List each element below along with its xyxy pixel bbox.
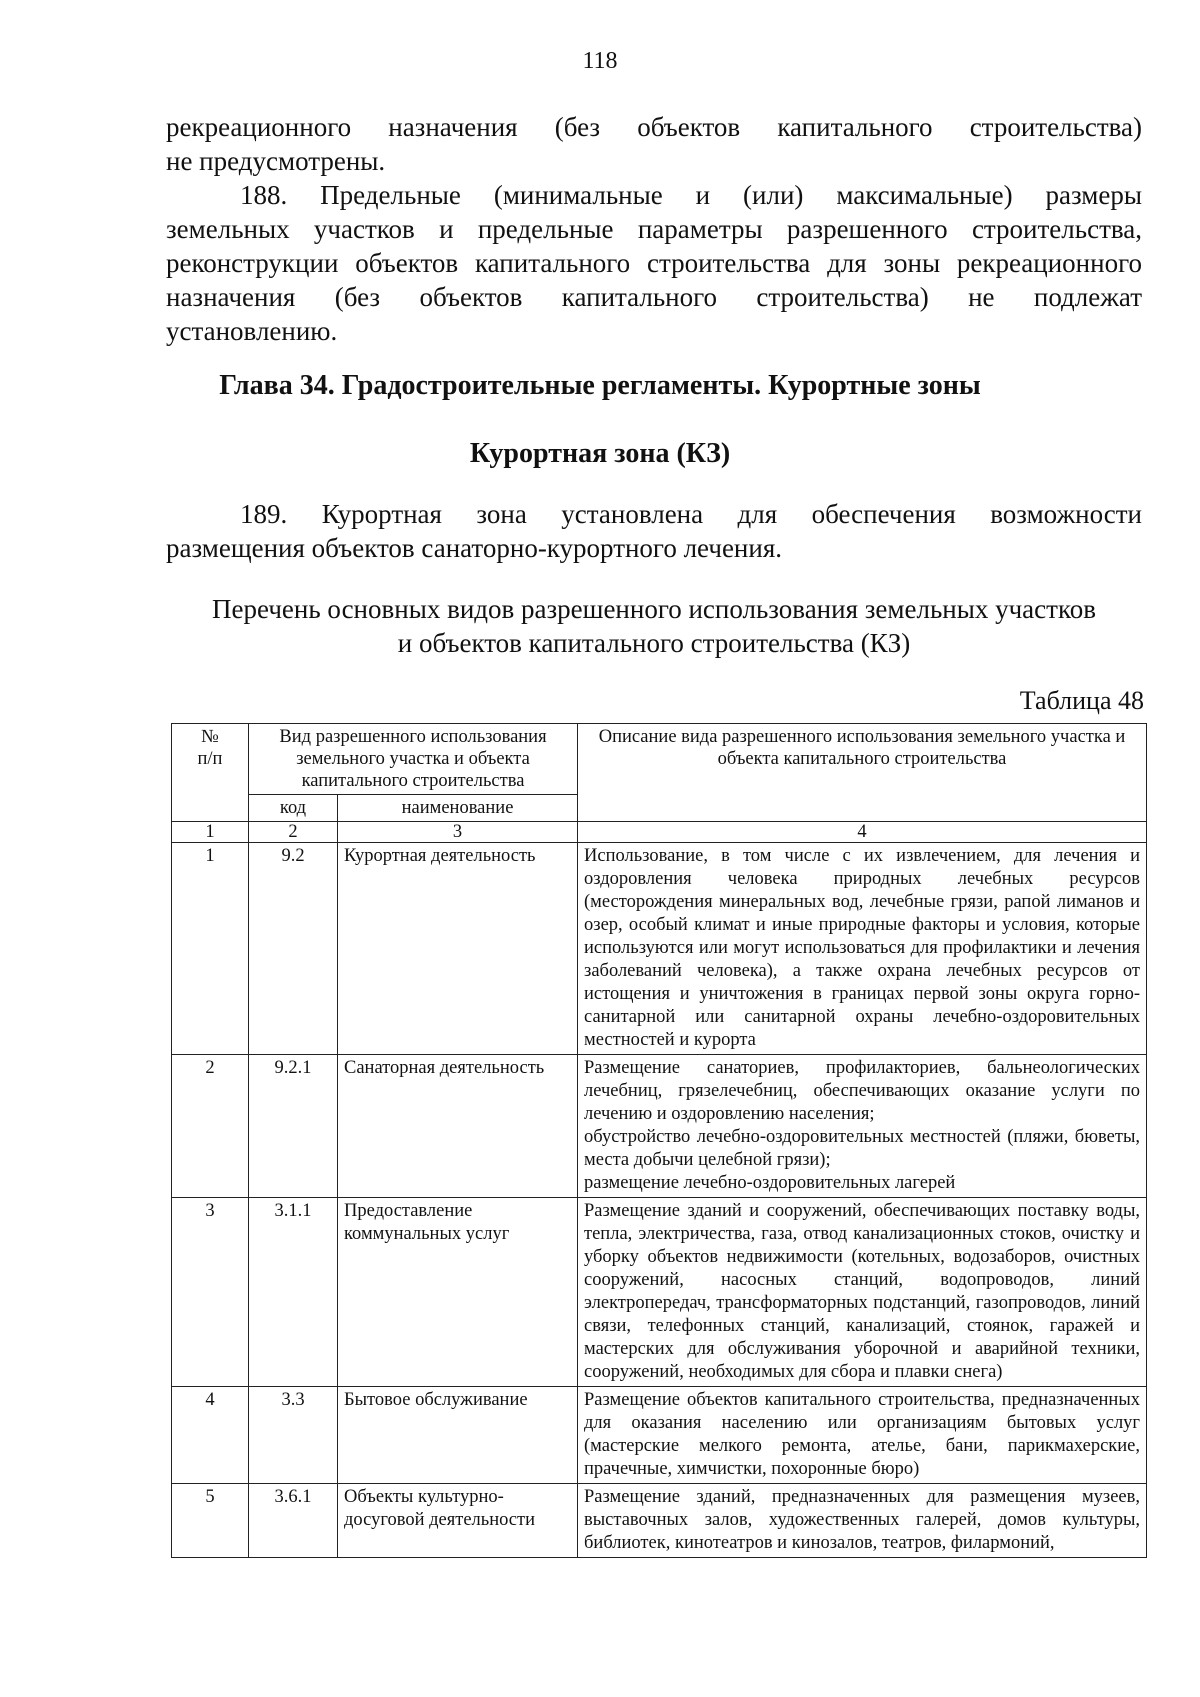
header-name: наименование: [338, 795, 578, 822]
continuation-paragraph: [166, 110, 1142, 178]
row-name: Объекты культурно-досуговой деятельности: [338, 1484, 578, 1558]
row-code: 9.2.1: [249, 1055, 338, 1198]
row-description: [578, 1055, 1147, 1198]
column-number: 4: [578, 822, 1147, 843]
row-num: 2: [172, 1055, 249, 1198]
table-header-row: [172, 724, 1147, 795]
table-row: [172, 1198, 1147, 1387]
para188-line-1: 188. Предельные (минимальные и (или) максимальные) размеры: [240, 180, 1142, 210]
column-number: 1: [172, 822, 249, 843]
row-description: Размещение зданий, предназначенных для размещения музеев, выставочных залов, художественных галерей, домов культуры, библиотек, кинотеатров и кинозалов, театров, филармоний,: [578, 1484, 1147, 1558]
row-name: Бытовое обслуживание: [338, 1387, 578, 1484]
continuation-line-1: рекреационного назначения (без объектов капитального строительства): [166, 112, 1142, 142]
paragraph-188: [166, 178, 1142, 348]
continuation-line-2: не предусмотрены.: [166, 146, 386, 176]
row-name: Курортная деятельность: [338, 843, 578, 1055]
header-description: Описание вида разрешенного использования земельного участка и объекта капитального строительства: [578, 724, 1147, 822]
row-num: 3: [172, 1198, 249, 1387]
table-row: [172, 1055, 1147, 1198]
page-number: 118: [582, 48, 618, 74]
chapter-heading: Глава 34. Градостроительные регламенты. Курортные зоны: [219, 370, 981, 401]
para188-line-3: реконструкции объектов капитального строительства для зоны рекреационного: [166, 248, 1142, 278]
column-number: 3: [338, 822, 578, 843]
para188-line-2: земельных участков и предельные параметры разрешенного строительства,: [166, 214, 1142, 244]
description-line: обустройство лечебно-оздоровительных местностей (пляжи, бюветы, места добычи целебной грязи);: [584, 1127, 1141, 1170]
column-numbers-row: [172, 822, 1147, 843]
table-caption: Таблица 48: [1019, 686, 1144, 715]
header-type-group: Вид разрешенного использования земельного участка и объекта капитального строительства: [249, 724, 578, 795]
row-code: 3.6.1: [249, 1484, 338, 1558]
row-code: 3.1.1: [249, 1198, 338, 1387]
para189-line-1: 189. Курортная зона установлена для обеспечения возможности: [240, 499, 1142, 529]
row-name: Предоставление коммунальных услуг: [338, 1198, 578, 1387]
row-description: Размещение зданий и сооружений, обеспечивающих поставку воды, тепла, электричества, газа, отвод канализационных стоков, очистку и уборку объектов недвижимости (котельных, водозаборов, очистных сооружений, насосных станций, водопроводов, линий электропередач, трансформаторных подстанций, газопроводов, линий связи, телефонных станций, канализаций, стоянок, гаражей и мастерских для обслуживания уборочной и аварийной техники, сооружений, необходимых для сбора и плавки снега): [578, 1198, 1147, 1387]
para188-line-4: назначения (без объектов капитального строительства) не подлежат: [166, 282, 1142, 312]
row-num: 1: [172, 843, 249, 1055]
table-row: [172, 1484, 1147, 1558]
header-code: код: [249, 795, 338, 822]
row-num: 4: [172, 1387, 249, 1484]
list-title-line-2: и объектов капитального строительства (КЗ): [397, 628, 911, 658]
row-code: 3.3: [249, 1387, 338, 1484]
para188-line-5: установлению.: [166, 316, 338, 346]
zone-heading: Курортная зона (КЗ): [469, 438, 731, 469]
column-number: 2: [249, 822, 338, 843]
table-row: [172, 1387, 1147, 1484]
row-description: Использование, в том числе с их извлечением, для лечения и оздоровления человека природных лечебных ресурсов (месторождения минеральных вод, лечебные грязи, рапой лиманов и озер, особый климат и иные природные факторы и условия, которые используются или могут использоваться для профилактики и лечения заболеваний человека), а также охрана лечебных ресурсов от истощения и уничтожения в границах первой зоны округа горно-санитарной или санитарной охраны лечебно-оздоровительных местностей и курорта: [578, 843, 1147, 1055]
row-num: 5: [172, 1484, 249, 1558]
description-line: размещение лечебно-оздоровительных лагерей: [584, 1173, 956, 1193]
para189-line-2: размещения объектов санаторно-курортного лечения.: [166, 533, 783, 563]
paragraph-189: [166, 497, 1142, 565]
table-row: [172, 843, 1147, 1055]
regulations-table: [171, 723, 1147, 1558]
list-title: [166, 592, 1142, 660]
row-code: 9.2: [249, 843, 338, 1055]
row-description: Размещение объектов капитального строительства, предназначенных для оказания населению или организациям бытовых услуг (мастерские мелкого ремонта, ателье, бани, парикмахерские, прачечные, химчистки, похоронные бюро): [578, 1387, 1147, 1484]
list-title-line-1: Перечень основных видов разрешенного использования земельных участков: [212, 594, 1096, 624]
header-num: № п/п: [172, 724, 249, 822]
row-name: Санаторная деятельность: [338, 1055, 578, 1198]
description-line: Размещение санаториев, профилакториев, бальнеологических лечебниц, грязелечебниц, обеспечивающих оказание услуги по лечению и оздоровлению населения;: [584, 1058, 1141, 1124]
